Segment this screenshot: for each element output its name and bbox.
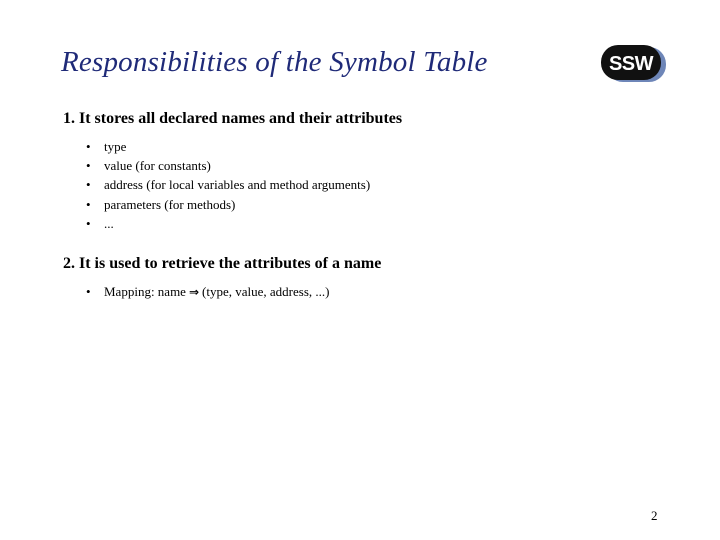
bullet-text: value (for constants) [104, 158, 211, 174]
bullet-text: ... [104, 215, 114, 231]
bullet-text: type [104, 139, 127, 154]
logo-text: SSW [608, 53, 654, 75]
bullet-dot-icon: • [86, 284, 91, 299]
bullet-dot-icon: • [86, 177, 91, 193]
bullet-item [86, 214, 370, 233]
mapping-arrow-icon: ⇒ [188, 285, 200, 299]
mapping-prefix: Mapping: name [104, 284, 186, 299]
bullet-dot-icon: • [86, 139, 91, 154]
page-number: 2 [651, 508, 658, 523]
ssw-logo-graphic [599, 44, 667, 84]
bullet-item [86, 137, 370, 156]
bullet-item [86, 195, 370, 214]
section-2-bullet-list [86, 282, 329, 302]
mapping-suffix: (type, value, address, ...) [202, 284, 330, 299]
bullet-dot-icon: • [86, 196, 91, 212]
bullet-text: address (for local variables and method arguments) [104, 177, 371, 193]
ssw-logo [599, 44, 667, 84]
section-1-bullet-list [86, 137, 370, 233]
bullet-dot-icon: • [86, 215, 91, 231]
bullet-item [86, 175, 370, 194]
bullet-dot-icon: • [86, 158, 91, 174]
bullet-item [86, 156, 370, 175]
mapping-bullet-item [86, 282, 329, 302]
bullet-text: parameters (for methods) [104, 196, 236, 212]
slide-title: Responsibilities of the Symbol Table [61, 46, 488, 78]
section-2-heading: 2. It is used to retrieve the attributes of a name [63, 255, 382, 272]
section-1-heading: 1. It stores all declared names and their attributes [63, 110, 403, 127]
